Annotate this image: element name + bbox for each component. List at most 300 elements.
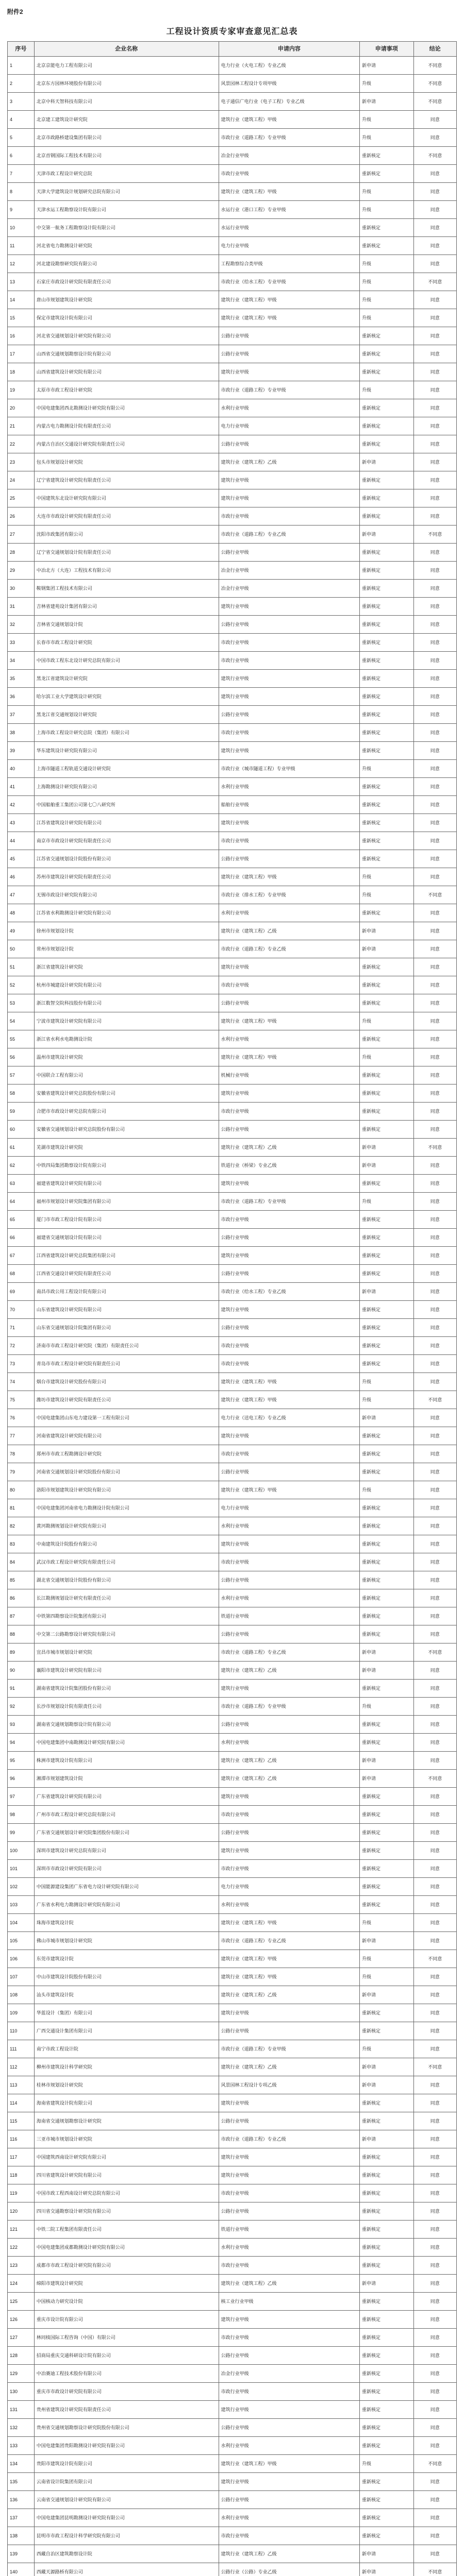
application-content: 建筑行业（建筑工程）乙级 <box>219 1986 359 2004</box>
table-row <box>8 327 457 345</box>
table-row <box>8 2040 457 2058</box>
application-item: 新申请 <box>360 2058 414 2076</box>
table-row <box>8 237 457 255</box>
review-result: 同意 <box>413 1932 456 1950</box>
table-row <box>8 2509 457 2527</box>
review-result: 同意 <box>413 1121 456 1139</box>
row-number: 12 <box>8 255 35 273</box>
row-number: 134 <box>8 2455 35 2473</box>
row-number: 29 <box>8 562 35 580</box>
table-row <box>8 1157 457 1175</box>
table-row <box>8 381 457 399</box>
row-number: 110 <box>8 2022 35 2040</box>
column-header-result: 结论 <box>413 42 456 57</box>
row-number: 125 <box>8 2293 35 2311</box>
table-row <box>8 1391 457 1409</box>
application-item: 重新核定 <box>360 1301 414 1319</box>
row-number: 112 <box>8 2058 35 2076</box>
review-result: 同意 <box>413 2239 456 2257</box>
application-item: 重新核定 <box>360 976 414 994</box>
application-item: 重新核定 <box>360 2509 414 2527</box>
application-item: 重新核定 <box>360 1463 414 1481</box>
application-item: 重新核定 <box>360 2473 414 2491</box>
application-content: 建筑行业（建筑工程）甲级 <box>219 1950 359 1968</box>
review-result: 同意 <box>413 1301 456 1319</box>
application-content: 建筑行业甲级 <box>219 1535 359 1553</box>
table-row <box>8 1878 457 1896</box>
company-name: 中国电建集团西北勘测设计研究院有限公司 <box>34 399 219 417</box>
review-result: 同意 <box>413 1103 456 1121</box>
review-result: 同意 <box>413 1607 456 1625</box>
review-result: 同意 <box>413 1806 456 1824</box>
row-number: 4 <box>8 111 35 129</box>
application-item: 重新核定 <box>360 706 414 724</box>
row-number: 106 <box>8 1950 35 1968</box>
review-result: 同意 <box>413 129 456 147</box>
table-row <box>8 2383 457 2401</box>
review-result: 同意 <box>413 345 456 363</box>
row-number: 25 <box>8 489 35 507</box>
row-number: 133 <box>8 2437 35 2455</box>
row-number: 70 <box>8 1301 35 1319</box>
row-number: 60 <box>8 1121 35 1139</box>
application-item: 重新核定 <box>360 1824 414 1842</box>
application-content: 市政行业（道路工程）专业乙级 <box>219 1643 359 1662</box>
application-content: 公路行业甲级 <box>219 2491 359 2509</box>
table-row <box>8 2004 457 2022</box>
table-row <box>8 417 457 435</box>
company-name: 北京市政路桥建设集团有限公司 <box>34 129 219 147</box>
application-item: 重新核定 <box>360 1625 414 1643</box>
company-name: 上海市政工程设计研究总院（集团）有限公司 <box>34 724 219 742</box>
review-result: 不同意 <box>413 886 456 904</box>
table-row <box>8 453 457 471</box>
table-row <box>8 165 457 183</box>
row-number: 82 <box>8 1517 35 1535</box>
row-number: 121 <box>8 2221 35 2239</box>
row-number: 23 <box>8 453 35 471</box>
row-number: 32 <box>8 616 35 634</box>
table-row <box>8 75 457 93</box>
table-row <box>8 1481 457 1499</box>
row-number: 111 <box>8 2040 35 2058</box>
review-result: 同意 <box>413 1048 456 1066</box>
review-result: 同意 <box>413 2130 456 2148</box>
application-item: 重新核定 <box>360 1788 414 1806</box>
row-number: 104 <box>8 1914 35 1932</box>
company-name: 济南市市政工程设计研究院（集团）有限责任公司 <box>34 1337 219 1355</box>
application-content: 建筑行业甲级 <box>219 958 359 976</box>
application-content: 建筑行业（建筑工程）乙级 <box>219 922 359 940</box>
review-result: 不同意 <box>413 93 456 111</box>
company-name: 襄阳市建筑设计研究院有限公司 <box>34 1662 219 1680</box>
application-item: 重新核定 <box>360 1842 414 1860</box>
review-result: 不同意 <box>413 1643 456 1662</box>
row-number: 80 <box>8 1481 35 1499</box>
review-result: 同意 <box>413 976 456 994</box>
company-name: 深圳市建筑设计研究总院有限公司 <box>34 1842 219 1860</box>
company-name: 中国建筑东北设计研究院有限公司 <box>34 489 219 507</box>
table-row <box>8 57 457 75</box>
table-row <box>8 1571 457 1589</box>
company-name: 武汉市政工程设计研究院有限责任公司 <box>34 1553 219 1571</box>
application-content: 建筑行业甲级 <box>219 688 359 706</box>
application-content: 建筑行业甲级 <box>219 1788 359 1806</box>
table-header-row <box>8 42 457 57</box>
table-row <box>8 1265 457 1283</box>
row-number: 66 <box>8 1229 35 1247</box>
table-row <box>8 2275 457 2293</box>
company-name: 潍坊市建筑设计研究院有限责任公司 <box>34 1391 219 1409</box>
application-item: 重新核定 <box>360 1211 414 1229</box>
row-number: 130 <box>8 2383 35 2401</box>
company-name: 中国能源建设集团广东省电力设计研究院有限公司 <box>34 1878 219 1896</box>
application-item: 升级 <box>360 309 414 327</box>
application-content: 建筑行业（建筑工程）乙级 <box>219 1770 359 1788</box>
application-item: 重新核定 <box>360 165 414 183</box>
company-name: 福建省交通规划设计院有限公司 <box>34 1229 219 1247</box>
row-number: 90 <box>8 1662 35 1680</box>
company-name: 南昌市政公用工程设计院有限公司 <box>34 1283 219 1301</box>
application-content: 市政行业（道路工程）专业甲级 <box>219 1193 359 1211</box>
row-number: 84 <box>8 1553 35 1571</box>
application-item: 重新核定 <box>360 2184 414 2202</box>
review-result: 同意 <box>413 1265 456 1283</box>
row-number: 42 <box>8 796 35 814</box>
company-name: 天津市政工程设计研究总院 <box>34 165 219 183</box>
company-name: 合肥市市政设计研究总院有限公司 <box>34 1103 219 1121</box>
row-number: 120 <box>8 2202 35 2221</box>
company-name: 内蒙古自治区交通设计研究院有限责任公司 <box>34 435 219 453</box>
table-row <box>8 1896 457 1914</box>
table-row <box>8 1607 457 1625</box>
table-row <box>8 2419 457 2437</box>
row-number: 99 <box>8 1824 35 1842</box>
row-number: 127 <box>8 2329 35 2347</box>
row-number: 50 <box>8 940 35 958</box>
table-row <box>8 2293 457 2311</box>
review-result: 同意 <box>413 2401 456 2419</box>
application-content: 电力行业（火电工程）专业乙级 <box>219 57 359 75</box>
application-content: 建筑行业甲级 <box>219 1301 359 1319</box>
review-result: 同意 <box>413 2094 456 2112</box>
row-number: 131 <box>8 2401 35 2419</box>
application-item: 重新核定 <box>360 327 414 345</box>
review-result: 同意 <box>413 994 456 1012</box>
application-item: 新申请 <box>360 922 414 940</box>
review-result: 同意 <box>413 489 456 507</box>
company-name: 厦门市市政工程设计院有限公司 <box>34 1211 219 1229</box>
row-number: 83 <box>8 1535 35 1553</box>
company-name: 中铁二院工程集团有限责任公司 <box>34 2221 219 2239</box>
application-item: 重新核定 <box>360 2347 414 2365</box>
company-name: 中冶赛迪工程技术股份有限公司 <box>34 2365 219 2383</box>
table-row <box>8 2166 457 2184</box>
table-row <box>8 1824 457 1842</box>
table-row <box>8 1463 457 1481</box>
review-result: 不同意 <box>413 1139 456 1157</box>
row-number: 5 <box>8 129 35 147</box>
row-number: 114 <box>8 2094 35 2112</box>
table-row <box>8 616 457 634</box>
application-content: 水运行业甲级 <box>219 219 359 237</box>
application-content: 市政行业（道路工程）专业甲级 <box>219 1698 359 1716</box>
application-content: 建筑行业（建筑工程）甲级 <box>219 2455 359 2473</box>
row-number: 41 <box>8 778 35 796</box>
company-name: 黄河勘测规划设计研究院有限公司 <box>34 1517 219 1535</box>
row-number: 20 <box>8 399 35 417</box>
application-content: 建筑行业（建筑工程）甲级 <box>219 1373 359 1391</box>
row-number: 69 <box>8 1283 35 1301</box>
row-number: 116 <box>8 2130 35 2148</box>
application-item: 重新核定 <box>360 832 414 850</box>
table-row <box>8 2094 457 2112</box>
company-name: 石家庄市政设计研究院有限责任公司 <box>34 273 219 291</box>
review-result: 同意 <box>413 688 456 706</box>
application-content: 市政行业（道路工程）专业乙级 <box>219 1932 359 1950</box>
table-row <box>8 2148 457 2166</box>
application-item: 重新核定 <box>360 742 414 760</box>
column-header-number: 序号 <box>8 42 35 57</box>
application-item: 重新核定 <box>360 2004 414 2022</box>
company-name: 福州市规划设计研究院集团有限公司 <box>34 1193 219 1211</box>
row-number: 24 <box>8 471 35 489</box>
row-number: 1 <box>8 57 35 75</box>
application-content: 市政行业（给水工程）专业甲级 <box>219 273 359 291</box>
row-number: 107 <box>8 1968 35 1986</box>
application-item: 重新核定 <box>360 1517 414 1535</box>
review-result: 同意 <box>413 1030 456 1048</box>
row-number: 102 <box>8 1878 35 1896</box>
row-number: 136 <box>8 2491 35 2509</box>
application-content: 市政行业（给水工程）专业乙级 <box>219 1283 359 1301</box>
company-name: 哈尔滨工业大学建筑设计研究院 <box>34 688 219 706</box>
row-number: 137 <box>8 2509 35 2527</box>
company-name: 黑龙江省建筑设计研究院 <box>34 670 219 688</box>
company-name: 昆明市市政工程设计科学研究院有限公司 <box>34 2527 219 2545</box>
row-number: 79 <box>8 1463 35 1481</box>
review-result: 同意 <box>413 868 456 886</box>
review-result: 同意 <box>413 2419 456 2437</box>
table-row <box>8 958 457 976</box>
row-number: 59 <box>8 1103 35 1121</box>
table-row <box>8 904 457 922</box>
review-result: 同意 <box>413 850 456 868</box>
application-item: 重新核定 <box>360 1878 414 1896</box>
company-name: 鞍钢集团工程技术有限公司 <box>34 580 219 598</box>
review-summary-table <box>7 41 457 2576</box>
table-row <box>8 1842 457 1860</box>
application-content: 建筑行业甲级 <box>219 2166 359 2184</box>
application-content: 建筑行业甲级 <box>219 1427 359 1445</box>
table-row <box>8 1788 457 1806</box>
company-name: 杭州市城建设计研究院有限公司 <box>34 976 219 994</box>
company-name: 辽宁省建筑设计研究院有限责任公司 <box>34 471 219 489</box>
application-content: 建筑行业甲级 <box>219 1247 359 1265</box>
company-name: 大连市市政设计研究院有限责任公司 <box>34 507 219 526</box>
row-number: 140 <box>8 2563 35 2576</box>
application-content: 市政行业甲级 <box>219 2184 359 2202</box>
row-number: 101 <box>8 1860 35 1878</box>
table-row <box>8 1860 457 1878</box>
application-item: 重新核定 <box>360 2257 414 2275</box>
application-content: 建筑行业甲级 <box>219 598 359 616</box>
application-content: 市政行业甲级 <box>219 2329 359 2347</box>
review-result: 同意 <box>413 2527 456 2545</box>
application-item: 重新核定 <box>360 2401 414 2419</box>
application-item: 升级 <box>360 75 414 93</box>
application-item: 重新核定 <box>360 544 414 562</box>
review-result: 同意 <box>413 1084 456 1103</box>
table-row <box>8 2473 457 2491</box>
application-content: 建筑行业（建筑工程）甲级 <box>219 1048 359 1066</box>
application-content: 市政行业（道路工程）专业乙级 <box>219 526 359 544</box>
application-content: 公路行业甲级 <box>219 2347 359 2365</box>
row-number: 17 <box>8 345 35 363</box>
row-number: 73 <box>8 1355 35 1373</box>
review-result: 同意 <box>413 2383 456 2401</box>
application-item: 升级 <box>360 760 414 778</box>
row-number: 51 <box>8 958 35 976</box>
application-item: 重新核定 <box>360 417 414 435</box>
application-item: 新申请 <box>360 1643 414 1662</box>
application-item: 升级 <box>360 291 414 309</box>
column-header-company: 企业名称 <box>34 42 219 57</box>
application-item: 重新核定 <box>360 2221 414 2239</box>
company-name: 四川省交通勘察设计研究院有限公司 <box>34 2202 219 2221</box>
company-name: 中交第一航务工程勘察设计院有限公司 <box>34 219 219 237</box>
application-item: 重新核定 <box>360 958 414 976</box>
application-item: 新申请 <box>360 453 414 471</box>
review-result: 同意 <box>413 580 456 598</box>
review-result: 同意 <box>413 1517 456 1535</box>
table-row <box>8 1517 457 1535</box>
review-result: 同意 <box>413 2040 456 2058</box>
company-name: 中国联合工程有限公司 <box>34 1066 219 1084</box>
company-name: 湖北省交通规划设计院股份有限公司 <box>34 1571 219 1589</box>
application-content: 建筑行业甲级 <box>219 1842 359 1860</box>
company-name: 珠海市建筑设计院 <box>34 1914 219 1932</box>
table-row <box>8 1643 457 1662</box>
company-name: 宁波市建筑设计研究院有限公司 <box>34 1012 219 1030</box>
review-result: 同意 <box>413 1716 456 1734</box>
application-content: 水利行业甲级 <box>219 2239 359 2257</box>
application-content: 水利行业甲级 <box>219 399 359 417</box>
company-name: 江西省交通设计研究院有限责任公司 <box>34 1265 219 1283</box>
table-row <box>8 2347 457 2365</box>
company-name: 上海市隧道工程轨道交通设计研究院 <box>34 760 219 778</box>
application-item: 重新核定 <box>360 1355 414 1373</box>
application-content: 铁道行业甲级 <box>219 1607 359 1625</box>
company-name: 林同棪国际工程咨询（中国）有限公司 <box>34 2329 219 2347</box>
table-row <box>8 2257 457 2275</box>
review-result: 同意 <box>413 2437 456 2455</box>
company-name: 中山市建筑设计院股份有限公司 <box>34 1968 219 1986</box>
company-name: 河北省电力勘测设计研究院 <box>34 237 219 255</box>
row-number: 89 <box>8 1643 35 1662</box>
review-result: 不同意 <box>413 57 456 75</box>
application-content: 公路行业甲级 <box>219 1716 359 1734</box>
table-row <box>8 1337 457 1355</box>
review-result: 同意 <box>413 1373 456 1391</box>
table-row <box>8 2491 457 2509</box>
table-row <box>8 291 457 309</box>
application-content: 市政行业甲级 <box>219 832 359 850</box>
company-name: 南宁市政工程设计院 <box>34 2040 219 2058</box>
application-content: 建筑行业甲级 <box>219 2148 359 2166</box>
application-item: 重新核定 <box>360 2329 414 2347</box>
application-content: 电力行业（送电工程）专业乙级 <box>219 1409 359 1427</box>
application-content: 公路行业甲级 <box>219 1319 359 1337</box>
application-content: 建筑行业（建筑工程）甲级 <box>219 868 359 886</box>
row-number: 44 <box>8 832 35 850</box>
table-row <box>8 1535 457 1553</box>
review-result: 同意 <box>413 1283 456 1301</box>
review-result: 同意 <box>413 2545 456 2563</box>
row-number: 54 <box>8 1012 35 1030</box>
application-item: 重新核定 <box>360 2527 414 2545</box>
application-item: 重新核定 <box>360 814 414 832</box>
review-result: 同意 <box>413 2022 456 2040</box>
review-result: 同意 <box>413 363 456 381</box>
application-item: 重新核定 <box>360 1499 414 1517</box>
application-content: 市政行业甲级 <box>219 1337 359 1355</box>
application-item: 重新核定 <box>360 778 414 796</box>
table-row <box>8 1355 457 1373</box>
table-row <box>8 2058 457 2076</box>
application-item: 重新核定 <box>360 507 414 526</box>
review-result: 同意 <box>413 255 456 273</box>
row-number: 33 <box>8 634 35 652</box>
review-result: 不同意 <box>413 147 456 165</box>
review-result: 同意 <box>413 1193 456 1211</box>
review-result: 同意 <box>413 183 456 201</box>
table-row <box>8 1950 457 1968</box>
review-result: 同意 <box>413 2473 456 2491</box>
application-content: 公路行业甲级 <box>219 850 359 868</box>
review-result: 同意 <box>413 2293 456 2311</box>
table-row <box>8 1211 457 1229</box>
application-item: 升级 <box>360 1914 414 1932</box>
application-item: 升级 <box>360 1481 414 1499</box>
application-content: 市政行业甲级 <box>219 1806 359 1824</box>
review-result: 同意 <box>413 814 456 832</box>
table-row <box>8 688 457 706</box>
application-item: 新申请 <box>360 940 414 958</box>
review-result: 同意 <box>413 2347 456 2365</box>
application-item: 重新核定 <box>360 562 414 580</box>
application-item: 升级 <box>360 1048 414 1066</box>
table-row <box>8 1698 457 1716</box>
row-number: 19 <box>8 381 35 399</box>
application-content: 市政行业甲级 <box>219 652 359 670</box>
row-number: 11 <box>8 237 35 255</box>
table-row <box>8 760 457 778</box>
row-number: 13 <box>8 273 35 291</box>
row-number: 92 <box>8 1698 35 1716</box>
table-row <box>8 1986 457 2004</box>
application-content: 建筑行业（建筑工程）乙级 <box>219 2058 359 2076</box>
table-row <box>8 1012 457 1030</box>
company-name: 吉林省建苑设计集团有限公司 <box>34 598 219 616</box>
application-item: 重新核定 <box>360 1247 414 1265</box>
review-result: 同意 <box>413 1662 456 1680</box>
table-row <box>8 580 457 598</box>
review-result: 同意 <box>413 2076 456 2094</box>
row-number: 76 <box>8 1409 35 1427</box>
application-item: 升级 <box>360 2455 414 2473</box>
application-item: 重新核定 <box>360 904 414 922</box>
